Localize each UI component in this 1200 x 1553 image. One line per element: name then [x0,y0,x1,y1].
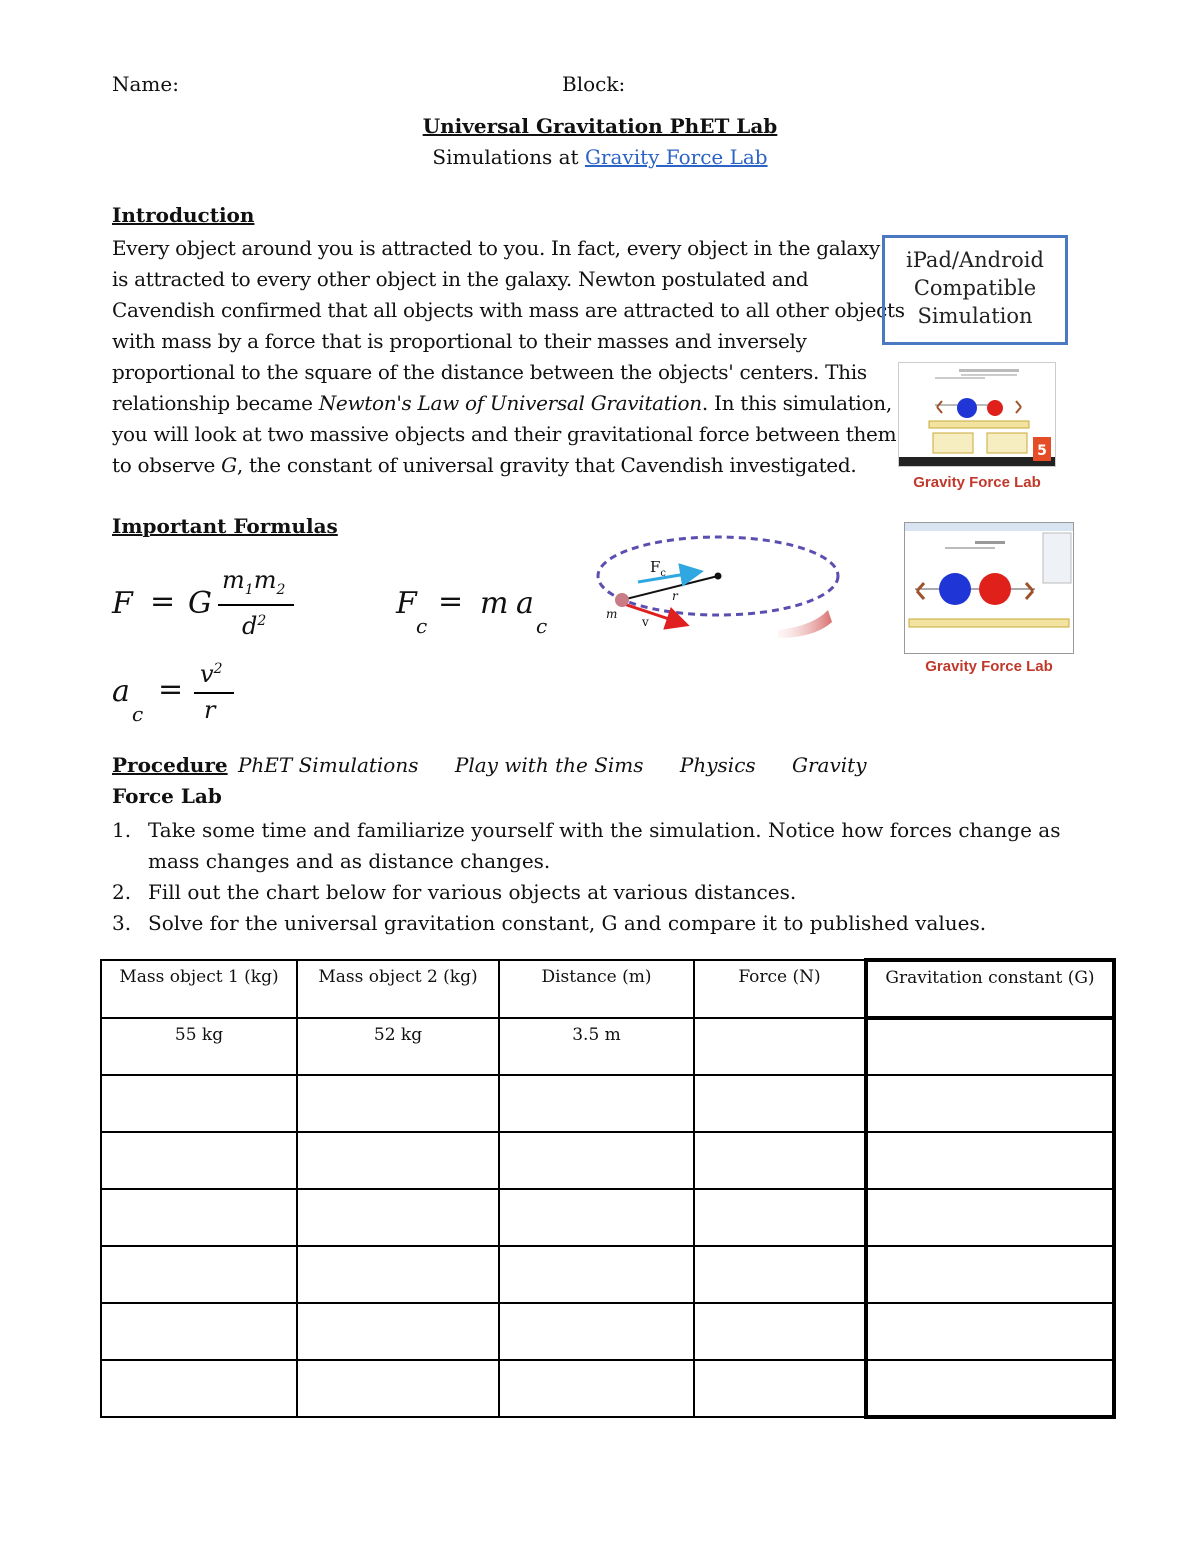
table-cell[interactable] [694,1360,866,1417]
intro-text-run: to observe [112,453,222,477]
table-header-row [101,960,1114,1018]
table-cell[interactable] [866,1303,1114,1360]
table-cell[interactable] [101,1132,297,1189]
formula-symbol: m [253,566,277,594]
procedure-step [112,908,1072,939]
formula-subscript: c [132,702,144,726]
table-cell[interactable] [866,1018,1114,1075]
introduction-heading: Introduction [112,203,255,227]
formula-numerator [200,660,222,688]
table-cell[interactable] [297,1132,499,1189]
intro-line [112,450,877,481]
table-cell[interactable] [499,1075,694,1132]
column-header: Distance (m) [499,960,694,1018]
table-cell[interactable]: 55 kg [101,1018,297,1075]
table-cell[interactable] [866,1360,1114,1417]
badge-line: iPad/Android [906,248,1044,272]
gravitation-formula-lhs [112,586,133,621]
document-title: Universal Gravitation PhET Lab [422,114,778,138]
formula-symbol: a [112,674,130,709]
table-cell[interactable] [499,1189,694,1246]
table-cell[interactable] [694,1246,866,1303]
thumbnail-caption: Gravity Force Lab [925,658,1053,675]
column-header: Gravitation constant (G) [866,960,1114,1018]
name-label: Name: [112,72,179,96]
velocity-label: v [642,615,649,629]
formula-equals: = [438,584,464,619]
formula-symbol: F [112,586,133,621]
table-row [101,1189,1114,1246]
formula-subscript: 1 [244,581,254,598]
breadcrumb-item: PhET Simulations [237,753,419,777]
procedure-label: Procedure [112,753,228,777]
table-cell[interactable] [101,1189,297,1246]
table-cell[interactable] [297,1189,499,1246]
step-text: Fill out the chart below for various objects at various distances. [148,880,797,904]
table-cell[interactable] [694,1075,866,1132]
block-label: Block: [562,72,626,96]
table-cell[interactable]: 3.5 m [499,1018,694,1075]
table-cell[interactable] [499,1246,694,1303]
table-cell[interactable] [101,1246,297,1303]
formula-symbol: a [516,586,534,621]
step-number: 3. [112,911,132,935]
simulation-screenshot-icon [905,523,1073,653]
formula-symbol: G [188,586,212,621]
orbiting-mass [615,593,629,607]
force-label: $F_c$ [650,558,667,579]
radius-label: r [672,589,678,603]
subtitle [0,145,1200,169]
procedure-step [112,815,1072,877]
formula-equals: = [158,672,184,707]
intro-line: proportional to the square of the distance between the objects' centers. This [112,360,867,384]
column-header: Mass object 1 (kg) [101,960,297,1018]
formula-symbol: m [480,586,509,621]
law-name: Newton's Law of Universal Gravitation [318,391,702,415]
table-cell[interactable] [866,1075,1114,1132]
table-cell[interactable] [866,1246,1114,1303]
fraction-bar [194,692,234,694]
intro-line: you will look at two massive objects and their gravitational force between them [112,422,897,446]
intro-text-run: . In this simulation, [701,391,892,415]
formula-denominator [242,612,266,640]
formula-subscript: 2 [276,581,286,598]
data-table [100,958,1116,1419]
formula-exponent: 2 [257,613,267,629]
step-number: 2. [112,880,132,904]
intro-line: with mass by a force that is proportional to their masses and inversely [112,329,807,353]
table-row [101,1018,1114,1075]
procedure-steps [112,815,1072,939]
procedure-line [112,753,867,777]
column-header: Mass object 2 (kg) [297,960,499,1018]
table-row [101,1075,1114,1132]
centripetal-acceleration-formula [112,674,130,709]
step-text: Solve for the universal gravitation constant, G and compare it to published values. [148,911,987,935]
column-header: Force (N) [694,960,866,1018]
table-row [101,1303,1114,1360]
radius-line [622,576,718,600]
intro-line: Every object around you is attracted to you. In fact, every object in the galaxy [112,236,881,260]
subtitle-prefix: Simulations at [432,145,585,169]
table-cell[interactable] [499,1360,694,1417]
table-cell[interactable] [499,1132,694,1189]
badge-line: Compatible [913,276,1037,300]
step-text: Take some time and familiarize yourself with the simulation. Notice how forces change as mass changes and as distance changes. [148,818,1061,873]
table-cell[interactable] [866,1132,1114,1189]
intro-line: Cavendish confirmed that all objects with mass are attracted to all other objects [112,298,905,322]
motion-swoosh [778,610,832,638]
intro-line: is attracted to every other object in the galaxy. Newton postulated and [112,267,809,291]
table-cell[interactable] [101,1303,297,1360]
formulas-heading: Important Formulas [112,514,338,538]
introduction-text [112,233,905,481]
formula-symbol: F [396,586,417,621]
table-cell[interactable] [694,1189,866,1246]
centripetal-force-arrow [638,572,698,582]
table-cell[interactable] [297,1246,499,1303]
intro-text-run: relationship became [112,391,319,415]
table-cell[interactable] [101,1075,297,1132]
gravity-force-lab-link[interactable]: Gravity Force Lab [584,145,768,169]
formula-subscript: c [416,614,428,638]
simulation-screenshot-icon [899,363,1055,466]
breadcrumb-item: Gravity [792,753,867,777]
compatible-simulation-badge [882,235,1068,345]
table-cell[interactable] [297,1360,499,1417]
table-cell[interactable] [297,1075,499,1132]
velocity-arrow [624,604,684,624]
table-cell[interactable] [694,1132,866,1189]
table-cell[interactable]: 52 kg [297,1018,499,1075]
intro-text-run: , the constant of universal gravity that Cavendish investigated. [236,453,857,477]
table-row [101,1246,1114,1303]
thumbnail-caption: Gravity Force Lab [913,474,1041,491]
breadcrumb-item: Play with the Sims [454,753,644,777]
table-cell[interactable] [694,1018,866,1075]
table-row [101,1360,1114,1417]
mass-label: m [606,607,618,621]
formula-subscript: c [536,614,548,638]
formula-denominator: r [204,696,216,724]
table-cell[interactable] [297,1303,499,1360]
force-lab-heading: Force Lab [112,784,222,808]
procedure-step [112,877,1072,908]
center-point [715,573,722,580]
fraction-bar [218,604,294,606]
formula-exponent: 2 [213,661,223,677]
intro-line [112,388,892,419]
formula-equals: = [150,584,176,619]
formula-symbol: v [200,660,214,688]
table-row [101,1132,1114,1189]
centripetal-force-formula [396,586,417,621]
table-cell[interactable] [101,1360,297,1417]
step-number: 1. [112,818,132,842]
gravity-force-lab-html5-thumbnail[interactable] [898,362,1056,467]
breadcrumb-item: Physics [679,753,756,777]
circular-motion-diagram [588,530,848,640]
table-cell[interactable] [866,1189,1114,1246]
gravity-force-lab-java-thumbnail[interactable] [904,522,1074,654]
table-cell[interactable] [499,1303,694,1360]
constant-g: G [221,453,237,477]
formula-numerator [222,566,285,598]
formula-symbol: m [222,566,245,594]
svg-text:5: 5 [1037,443,1047,459]
table-cell[interactable] [694,1303,866,1360]
badge-line: Simulation [917,304,1033,328]
formula-symbol: d [242,612,258,640]
